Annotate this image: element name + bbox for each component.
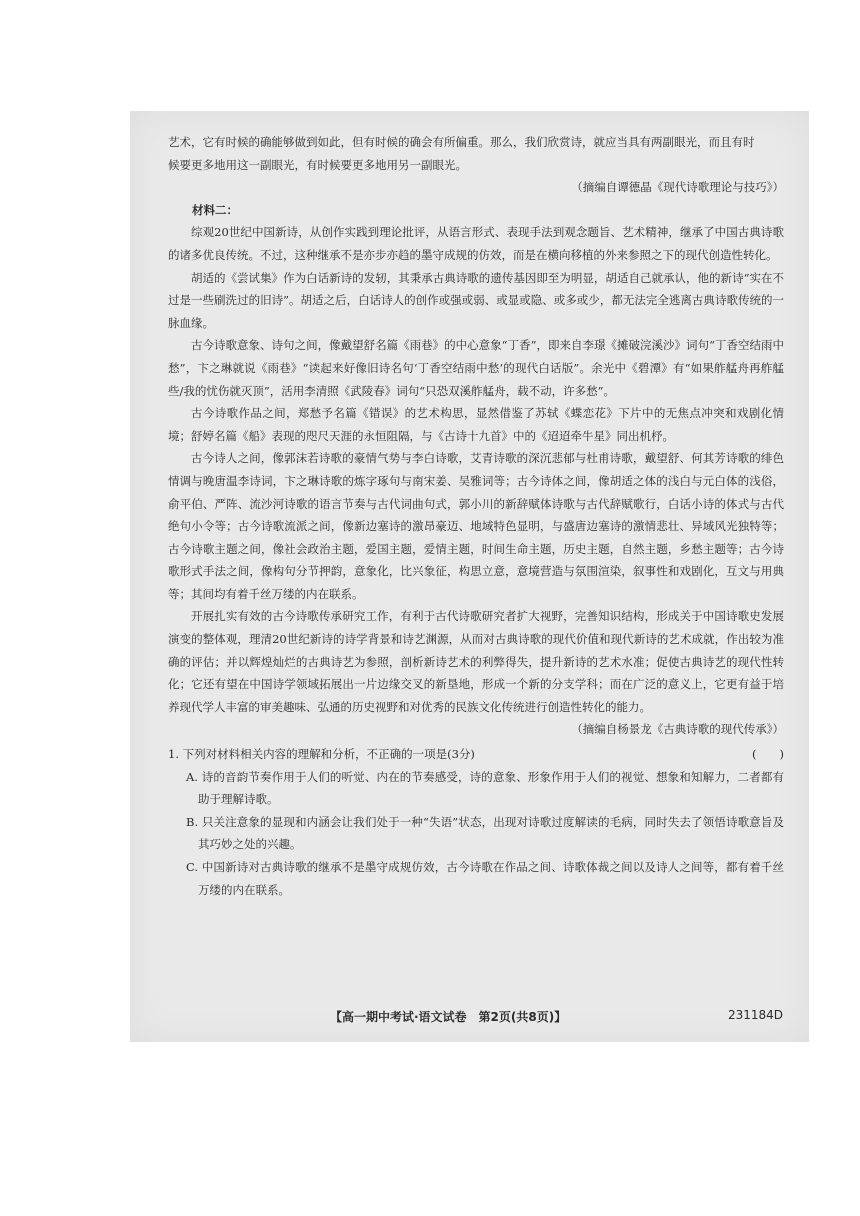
paragraph: 胡适的《尝试集》作为白话新诗的发轫，其秉承古典诗歌的遗传基因即至为明显，胡适自己就承认，他的新诗“实在不过是一些刷洗过的旧诗”。胡适之后，白话诗人的创作或强或弱、或显或隐、或多或少，都无法完全逃离古典诗歌传统的一脉血缘。: [168, 270, 784, 330]
material2-heading: 材料二：: [192, 202, 238, 217]
paragraph: 古今诗歌作品之间，郑愁予名篇《错误》的艺术构思，显然借鉴了苏轼《蝶恋花》下片中的无焦点冲突和戏剧化情境；舒婷名篇《船》表现的咫尺天涯的永恒阻隔，与《古诗十九首》中的《迢迢牵牛星》同出机杼。: [168, 406, 784, 443]
answer-bracket: ( ): [752, 747, 784, 762]
paragraph: 古今诗歌意象、诗句之间，像戴望舒名篇《雨巷》的中心意象“丁香”，即来自李璟《摊破浣溪沙》词句“丁香空结雨中愁”，卞之琳就说《雨巷》“读起来好像旧诗名句‘丁香空结雨中愁’的现代白话版”。余光中《碧潭》有“如果舴艋舟再舴艋些/我的忧伤就灭顶”，活用李清照《武陵春》词句“只恐双溪舴艋舟，载不动，许多愁”。: [168, 338, 784, 398]
footer-code: 231184D: [727, 1008, 783, 1022]
material2-source: （摘编自杨景龙《古典诗歌的现代传承》）: [571, 722, 784, 737]
paragraph: 古今诗人之间，像郭沫若诗歌的豪情气势与李白诗歌，艾青诗歌的深沉悲郁与杜甫诗歌，戴望舒、何其芳诗歌的绯色情调与晚唐温李诗词，卞之琳诗歌的炼字琢句与南宋姜、吴雅词等；古今诗体之间，像胡适之体的浅白与元白体的浅俗，俞平伯、严阵、流沙河诗歌的语言节奏与古代词曲句式，郭小川的新辞赋体诗歌与古代辞赋歌行，白话小诗的体式与古代绝句小令等；古今诗歌流派之间，像新边塞诗的激昂豪迈、地域特色显明，与盛唐边塞诗的激情悲壮、异域风光独特等；古今诗歌主题之间，像社会政治主题，爱国主题，爱情主题，时间生命主题，历史主题，自然主题，乡愁主题等；古今诗歌形式手法之间，像构句分节押韵，意象化，比兴象征，构思立意，意境营造与氛围渲染，叙事性和戏剧化，互文与用典等；其间均有着千丝万缕的内在联系。: [168, 451, 784, 601]
option-b: B. 只关注意象的显现和内涵会让我们处于一种“失语”状态，出现对诗歌过度解读的毛病，同时失去了领悟诗歌意旨及其巧妙之处的兴趣。: [186, 814, 784, 852]
page-footer: [130, 1004, 809, 1028]
paragraph: 综观20世纪中国新诗，从创作实践到理论批评，从语言形式、表现手法到观念题旨、艺术精神，继承了中国古典诗歌的诸多优良传统。不过，这种继承不是亦步亦趋的墨守成规的仿效，而是在横向移植的外来参照之下的现代创造性转化。: [168, 225, 784, 262]
footer-title: 【高一期中考试·语文试卷 第2页(共8页)】: [330, 1010, 567, 1024]
paragraph: 开展扎实有效的古今诗歌传承研究工作，有利于古代诗歌研究者扩大视野，完善知识结构，形成关于中国诗歌史发展演变的整体观，理清20世纪新诗的诗学背景和诗艺渊源，从而对古典诗歌的现代价值和现代新诗的艺术成就，作出较为准确的评估；并以辉煌灿烂的古典诗艺为参照，剖析新诗艺术的利弊得失，提升新诗的艺术水准；促使古典诗艺的现代性转化；它还有望在中国诗学领域拓展出一片边缘交叉的新垦地，形成一个新的分支学科；而在广泛的意义上，它更有益于培养现代学人丰富的审美趣味、弘通的历史视野和对优秀的民族文化传统进行创造性转化的能力。: [168, 609, 784, 714]
material1-source: （摘编自谭德晶《现代诗歌理论与技巧》）: [571, 180, 784, 195]
exam-page: [130, 111, 809, 1042]
option-a: A. 诗的音韵节奏作用于人们的听觉、内在的节奏感受，诗的意象、形象作用于人们的视觉、想象和知解力，二者都有助于理解诗歌。: [186, 769, 784, 807]
page-content: [168, 131, 784, 901]
material1-line-1: 艺术，它有时候的确能够做到如此，但有时候的确会有所偏重。那么，我们欣赏诗，就应当具有两副眼光，而且有时: [168, 135, 755, 149]
question-1: [168, 743, 784, 901]
question-stem: 1. 下列对材料相关内容的理解和分析，不正确的一项是(3分): [168, 747, 475, 762]
option-c: C. 中国新诗对古典诗歌的继承不是墨守成规仿效，古今诗歌在作品之间、诗歌体裁之间以及诗人之间等，都有着千丝万缕的内在联系。: [186, 860, 784, 897]
material1-line-2: 候要更多地用这一副眼光，有时候要更多地用另一副眼光。: [168, 157, 467, 172]
